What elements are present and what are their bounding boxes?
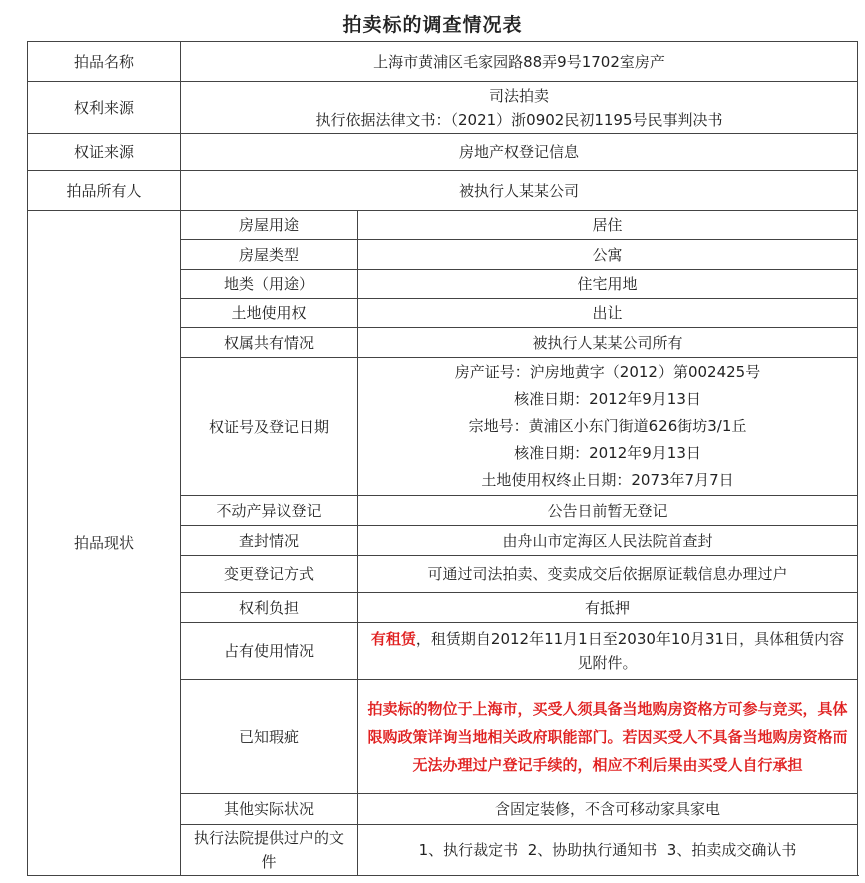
cert-reg-value [358,358,858,496]
row-label: 权利来源 [28,82,181,134]
sub-label: 房屋类型 [181,240,358,270]
sub-label: 占有使用情况 [181,623,358,680]
sub-value: 被执行人某某公司所有 [358,328,858,358]
table-row [28,134,858,171]
sub-label: 权属共有情况 [181,328,358,358]
table-row [28,211,858,240]
occupancy-text: ，租赁期自2012年11月1日至2030年10月31日，具体租赁内容见附件。 [415,630,845,672]
rental-highlight: 有租赁 [370,630,416,648]
table-row [28,171,858,211]
sub-value: 可通过司法拍卖、变卖成交后依据原证载信息办理过户 [358,556,858,593]
sub-label: 不动产异议登记 [181,496,358,526]
row-label: 拍品名称 [28,42,181,82]
sub-label: 查封情况 [181,526,358,556]
table-row [28,42,858,82]
sub-label: 房屋用途 [181,211,358,240]
cert-reg-line: 房产证号：沪房地黄字（2012）第002425号 [454,363,761,381]
sub-label: 已知瑕疵 [181,680,358,794]
sub-value: 公寓 [358,240,858,270]
row-label: 拍品所有人 [28,171,181,211]
page-title: 拍卖标的调查情况表 [342,14,523,36]
table-row [28,82,858,134]
sub-label: 权利负担 [181,593,358,623]
sub-value: 住宅用地 [358,270,858,299]
rights-source-value [181,82,858,134]
cert-reg-line: 核准日期：2012年9月13日 [514,444,701,462]
sub-value: 居住 [358,211,858,240]
cert-source-value: 房地产权登记信息 [181,134,858,171]
row-label: 权证来源 [28,134,181,171]
sub-value: 出让 [358,299,858,328]
sub-value: 公告日前暂无登记 [358,496,858,526]
court-docs-value: 1、执行裁定书 2、协助执行通知书 3、拍卖成交确认书 [358,825,858,876]
sub-label: 其他实际状况 [181,794,358,825]
sub-label: 土地使用权 [181,299,358,328]
status-label: 拍品现状 [28,211,181,876]
sub-value: 由舟山市定海区人民法院首查封 [358,526,858,556]
cert-reg-line: 核准日期：2012年9月13日 [514,390,701,408]
sub-value: 有抵押 [358,593,858,623]
owner-value: 被执行人某某公司 [181,171,858,211]
rights-source-line: 执行依据法律文书：（2021）浙0902民初1195号民事判决书 [315,110,723,129]
sub-label: 变更登记方式 [181,556,358,593]
rights-source-line: 司法拍卖 [488,86,549,105]
cert-reg-line: 宗地号：黄浦区小东门街道626街坊3/1丘 [468,417,747,435]
sub-label: 地类（用途） [181,270,358,299]
survey-table [27,41,858,876]
sub-label: 权证号及登记日期 [181,358,358,496]
sub-value: 含固定装修，不含可移动家具家电 [358,794,858,825]
item-name-value: 上海市黄浦区毛家园路88弄9号1702室房产 [181,42,858,82]
cert-reg-line: 土地使用权终止日期：2073年7月7日 [481,471,734,489]
occupancy-value [358,623,858,680]
defects-value: 拍卖标的物位于上海市，买受人须具备当地购房资格方可参与竞买，具体限购政策详询当地相关政府职能部门。若因买受人不具备当地购房资格而无法办理过户登记手续的，相应不利后果由买受人自行承担 [358,680,858,794]
row-label: 执行法院提供过户的文件 [181,825,358,876]
